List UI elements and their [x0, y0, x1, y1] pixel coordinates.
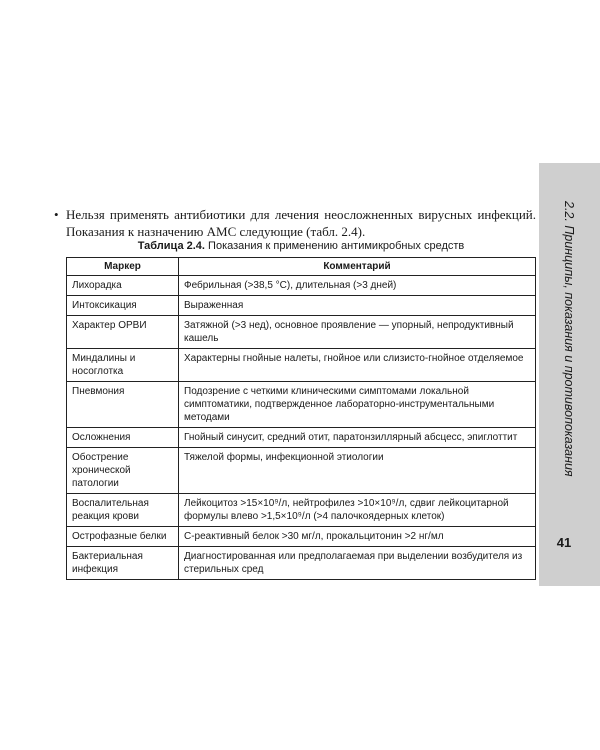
cell-marker: Лихорадка: [67, 276, 179, 296]
header-marker: Маркер: [67, 258, 179, 276]
paragraph-text: Нельзя применять антибиотики для лечения неосложненных вирусных инфекций. Показания к назначению АМС следующие (табл. 2.4).: [66, 207, 536, 239]
cell-marker: Миндалины и носоглотка: [67, 349, 179, 382]
cell-comment: Фебрильная (>38,5 °С), длительная (>3 дней): [179, 276, 536, 296]
cell-marker: Воспалительная реакция крови: [67, 494, 179, 527]
body-paragraph: [54, 206, 536, 240]
cell-marker: Обострение хронической патологии: [67, 448, 179, 494]
cell-marker: Бактериальная инфекция: [67, 547, 179, 580]
cell-comment: Гнойный синусит, средний отит, паратонзиллярный абсцесс, эпиглоттит: [179, 428, 536, 448]
cell-marker: Осложнения: [67, 428, 179, 448]
cell-comment: С-реактивный белок >30 мг/л, прокальцитонин >2 нг/мл: [179, 527, 536, 547]
cell-comment: Характерны гнойные налеты, гнойное или слизисто-гнойное отделяемое: [179, 349, 536, 382]
page-number: 41: [556, 535, 572, 550]
cell-comment: Лейкоцитоз >15×10⁹/л, нейтрофилез >10×10⁹/л, сдвиг лейкоцитарной формулы влево >1,5×10⁹/л (>4 палочкоядерных клеток): [179, 494, 536, 527]
bullet-marker: •: [54, 207, 59, 222]
header-comment: Комментарий: [179, 258, 536, 276]
cell-comment: Тяжелой формы, инфекционной этиологии: [179, 448, 536, 494]
cell-marker: Интоксикация: [67, 296, 179, 316]
table-row: [67, 296, 536, 316]
table-row: [67, 428, 536, 448]
section-title: 2.2. Принципы, показания и противопоказания: [562, 201, 577, 477]
cell-comment: Подозрение с четкими клиническими симптомами локальной симптоматики, подтвержденное лабораторно-инструментальными методами: [179, 382, 536, 428]
table-header-row: [67, 258, 536, 276]
cell-marker: Пневмония: [67, 382, 179, 428]
cell-comment: Затяжной (>3 нед), основное проявление — упорный, непродуктивный кашель: [179, 316, 536, 349]
cell-marker: Острофазные белки: [67, 527, 179, 547]
table-row: [67, 316, 536, 349]
table-row: [67, 547, 536, 580]
indications-table: [66, 257, 536, 580]
table-row: [67, 382, 536, 428]
table-row: [67, 448, 536, 494]
cell-marker: Характер ОРВИ: [67, 316, 179, 349]
table-row: [67, 276, 536, 296]
table-row: [67, 349, 536, 382]
table-row: [67, 494, 536, 527]
cell-comment: Диагностированная или предполагаемая при выделении возбудителя из стерильных сред: [179, 547, 536, 580]
table-row: [67, 527, 536, 547]
table-caption: [66, 240, 536, 252]
table-caption-text: Показания к применению антимикробных средств: [204, 240, 465, 252]
cell-comment: Выраженная: [179, 296, 536, 316]
table-caption-label: Таблица 2.4.: [137, 240, 205, 252]
chapter-side-tab: [539, 163, 600, 586]
